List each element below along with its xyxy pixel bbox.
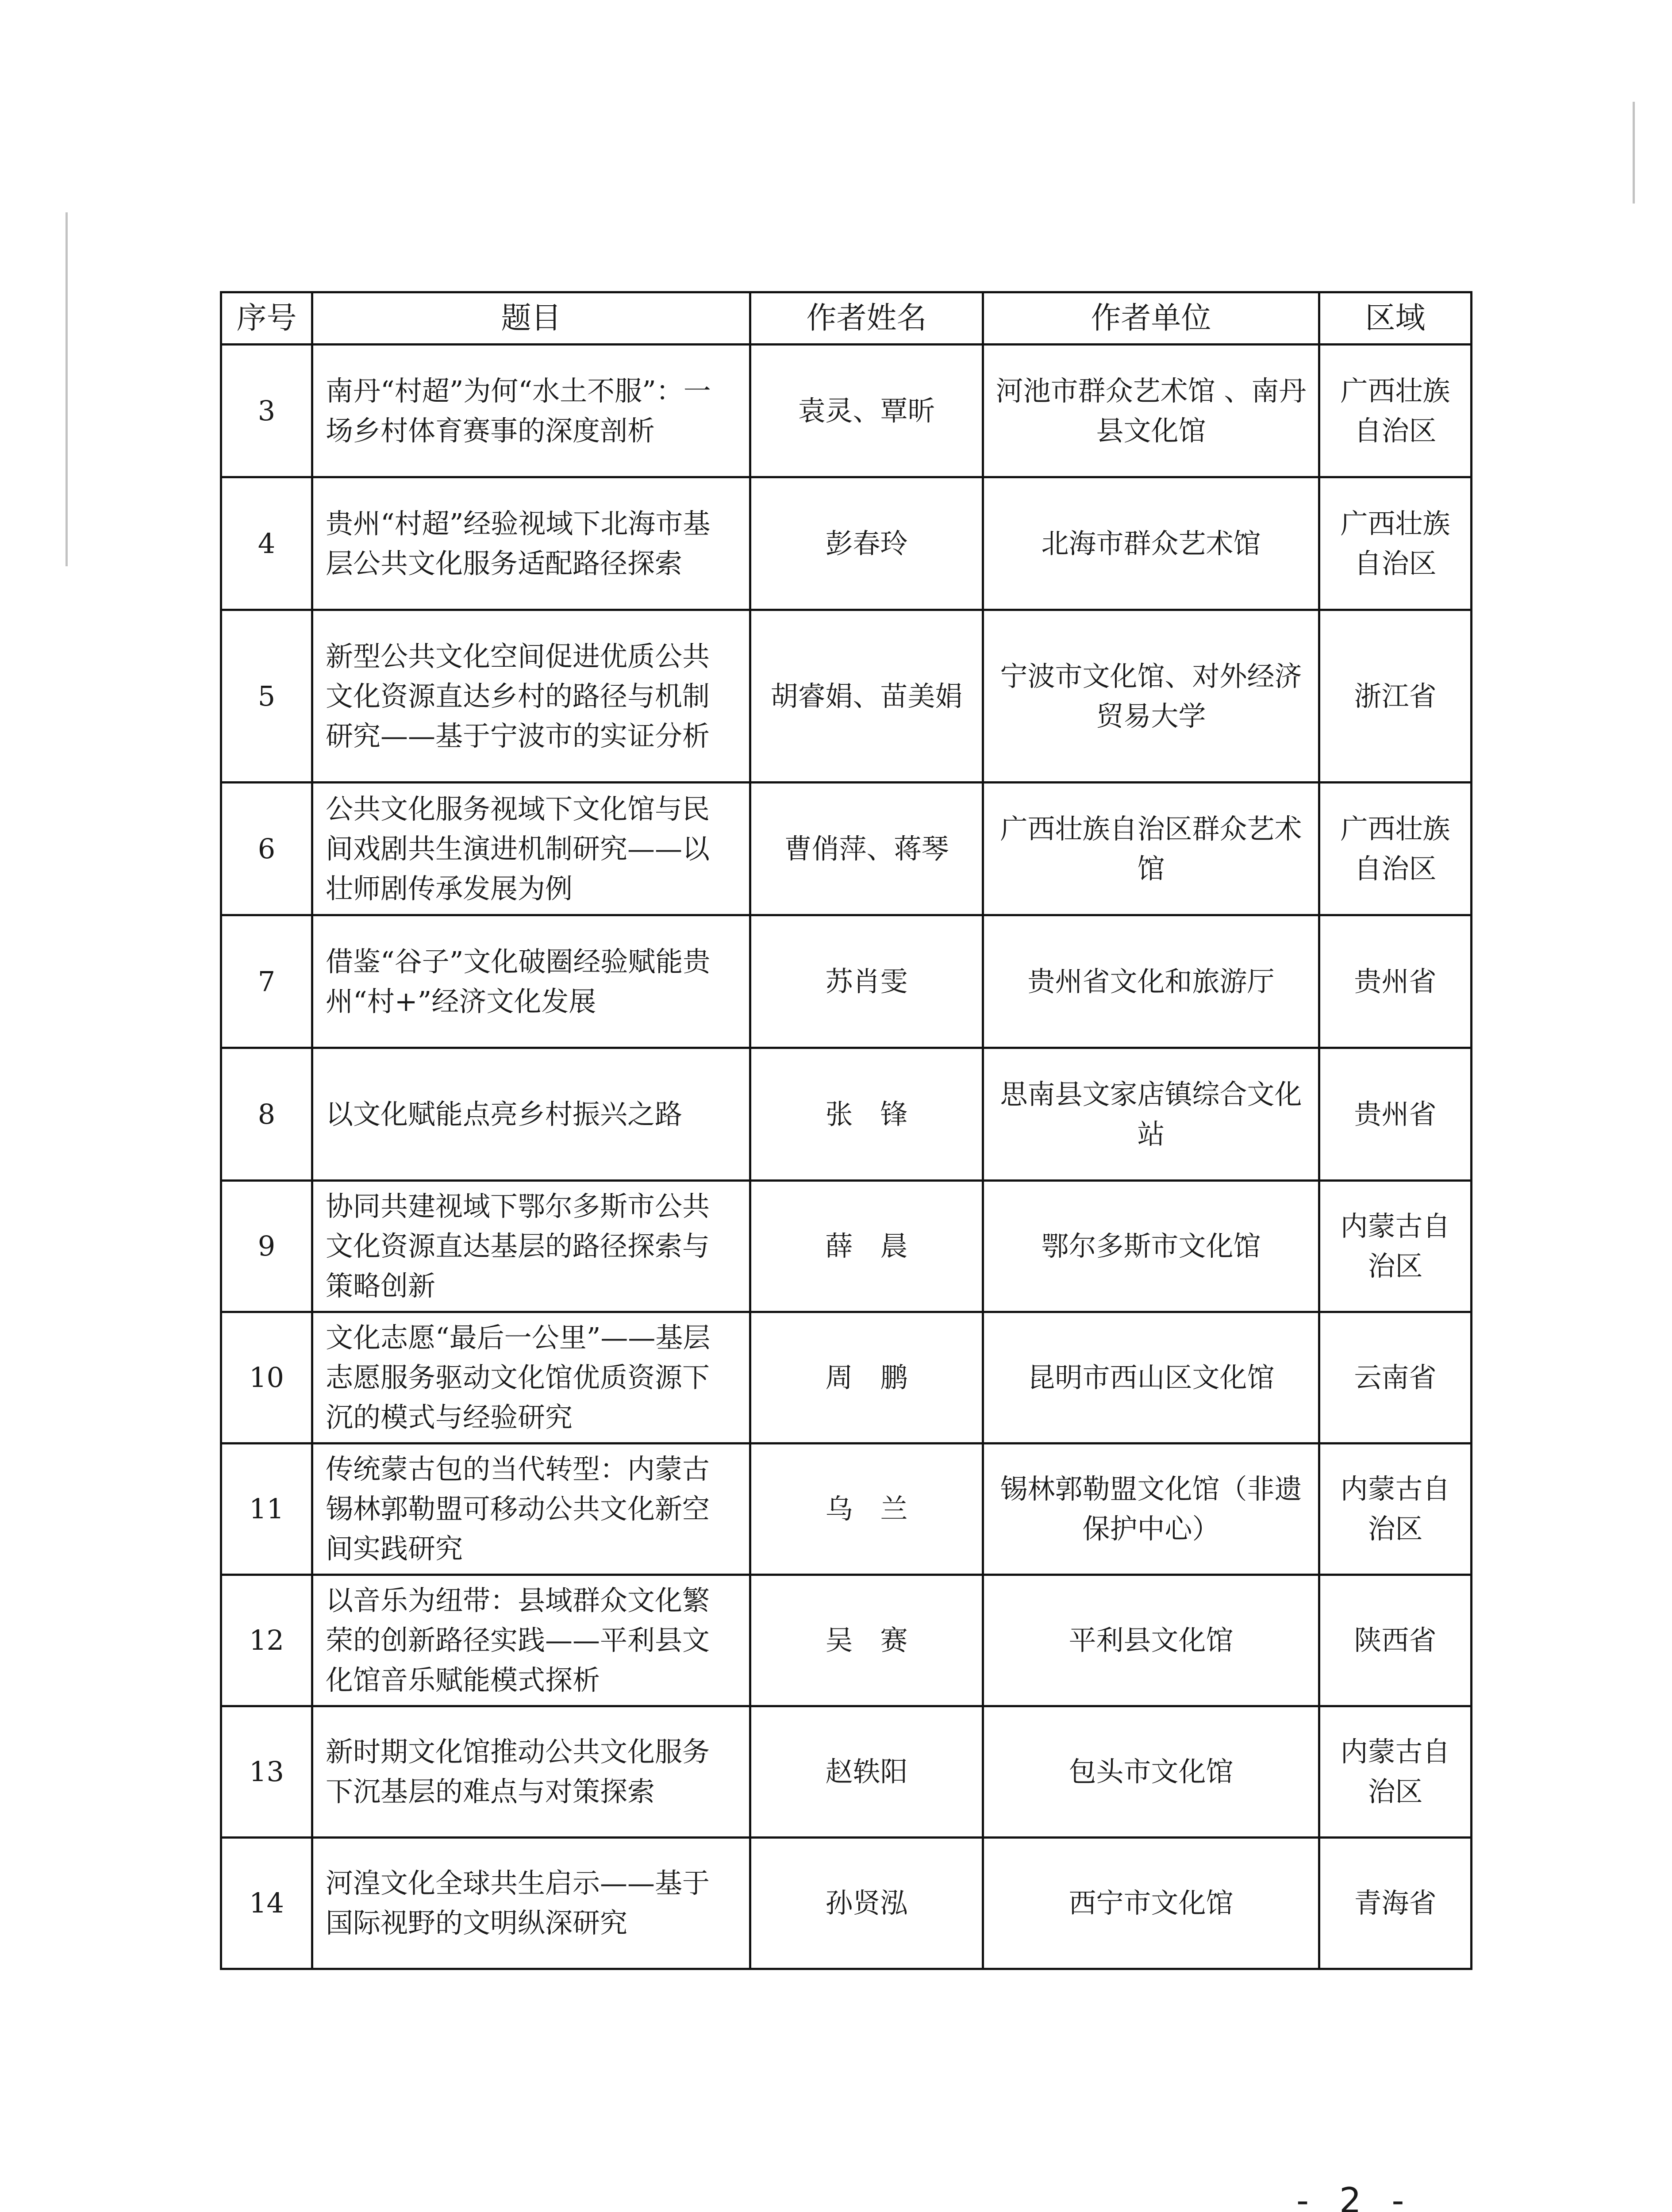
cell-seq: 5 bbox=[221, 610, 312, 783]
table-row bbox=[221, 915, 1472, 1048]
table-row bbox=[221, 1706, 1472, 1838]
cell-author: 苏肖雯 bbox=[750, 915, 983, 1048]
cell-region: 广西壮族自治区 bbox=[1319, 345, 1472, 477]
table-row bbox=[221, 1312, 1472, 1444]
header-region: 区域 bbox=[1319, 292, 1472, 345]
cell-seq: 12 bbox=[221, 1575, 312, 1706]
cell-unit: 广西壮族自治区群众艺术馆 bbox=[983, 783, 1319, 915]
cell-region: 广西壮族自治区 bbox=[1319, 477, 1472, 610]
scan-edge-mark-right bbox=[1633, 102, 1635, 204]
cell-region: 青海省 bbox=[1319, 1838, 1472, 1969]
table-row bbox=[221, 1444, 1472, 1575]
cell-seq: 11 bbox=[221, 1444, 312, 1575]
table-row bbox=[221, 1181, 1472, 1312]
cell-region: 广西壮族自治区 bbox=[1319, 783, 1472, 915]
cell-unit: 河池市群众艺术馆 、南丹县文化馆 bbox=[983, 345, 1319, 477]
table-row bbox=[221, 1838, 1472, 1969]
cell-region: 陕西省 bbox=[1319, 1575, 1472, 1706]
table-row bbox=[221, 1048, 1472, 1181]
cell-region: 贵州省 bbox=[1319, 915, 1472, 1048]
cell-title: 传统蒙古包的当代转型：内蒙古锡林郭勒盟可移动公共文化新空间实践研究 bbox=[312, 1444, 750, 1575]
cell-unit: 锡林郭勒盟文化馆（非遗保护中心） bbox=[983, 1444, 1319, 1575]
cell-unit: 贵州省文化和旅游厅 bbox=[983, 915, 1319, 1048]
table-row bbox=[221, 783, 1472, 915]
cell-region: 内蒙古自治区 bbox=[1319, 1181, 1472, 1312]
header-title: 题目 bbox=[312, 292, 750, 345]
cell-author: 赵轶阳 bbox=[750, 1706, 983, 1838]
header-author: 作者姓名 bbox=[750, 292, 983, 345]
cell-region: 内蒙古自治区 bbox=[1319, 1444, 1472, 1575]
header-unit: 作者单位 bbox=[983, 292, 1319, 345]
cell-seq: 6 bbox=[221, 783, 312, 915]
table-row bbox=[221, 1575, 1472, 1706]
cell-title: 公共文化服务视域下文化馆与民间戏剧共生演进机制研究——以壮师剧传承发展为例 bbox=[312, 783, 750, 915]
cell-unit: 平利县文化馆 bbox=[983, 1575, 1319, 1706]
cell-seq: 4 bbox=[221, 477, 312, 610]
cell-region: 云南省 bbox=[1319, 1312, 1472, 1444]
cell-seq: 9 bbox=[221, 1181, 312, 1312]
cell-seq: 14 bbox=[221, 1838, 312, 1969]
cell-title: 借鉴“谷子”文化破圈经验赋能贵州“村+”经济文化发展 bbox=[312, 915, 750, 1048]
cell-author: 薛 晨 bbox=[750, 1181, 983, 1312]
cell-seq: 8 bbox=[221, 1048, 312, 1181]
cell-unit: 包头市文化馆 bbox=[983, 1706, 1319, 1838]
cell-region: 浙江省 bbox=[1319, 610, 1472, 783]
cell-seq: 7 bbox=[221, 915, 312, 1048]
table-row bbox=[221, 345, 1472, 477]
cell-author: 乌 兰 bbox=[750, 1444, 983, 1575]
table-row bbox=[221, 610, 1472, 783]
cell-title: 南丹“村超”为何“水土不服”：一场乡村体育赛事的深度剖析 bbox=[312, 345, 750, 477]
table-row bbox=[221, 477, 1472, 610]
scan-edge-mark-left bbox=[65, 212, 68, 566]
cell-unit: 鄂尔多斯市文化馆 bbox=[983, 1181, 1319, 1312]
page-number: - 2 - bbox=[1296, 2181, 1414, 2212]
cell-author: 周 鹏 bbox=[750, 1312, 983, 1444]
cell-title: 以音乐为纽带：县域群众文化繁荣的创新路径实践——平利县文化馆音乐赋能模式探析 bbox=[312, 1575, 750, 1706]
cell-unit: 西宁市文化馆 bbox=[983, 1838, 1319, 1969]
cell-title: 贵州“村超”经验视域下北海市基层公共文化服务适配路径探索 bbox=[312, 477, 750, 610]
cell-region: 内蒙古自治区 bbox=[1319, 1706, 1472, 1838]
cell-author: 张 锋 bbox=[750, 1048, 983, 1181]
cell-author: 曹俏萍、蒋琴 bbox=[750, 783, 983, 915]
cell-title: 新型公共文化空间促进优质公共文化资源直达乡村的路径与机制研究——基于宁波市的实证分析 bbox=[312, 610, 750, 783]
cell-title: 河湟文化全球共生启示——基于国际视野的文明纵深研究 bbox=[312, 1838, 750, 1969]
cell-title: 文化志愿“最后一公里”——基层志愿服务驱动文化馆优质资源下沉的模式与经验研究 bbox=[312, 1312, 750, 1444]
cell-seq: 3 bbox=[221, 345, 312, 477]
table-header-row bbox=[221, 292, 1472, 345]
cell-title: 以文化赋能点亮乡村振兴之路 bbox=[312, 1048, 750, 1181]
cell-author: 胡睿娟、苗美娟 bbox=[750, 610, 983, 783]
header-seq: 序号 bbox=[221, 292, 312, 345]
cell-unit: 思南县文家店镇综合文化站 bbox=[983, 1048, 1319, 1181]
cell-author: 彭春玲 bbox=[750, 477, 983, 610]
cell-unit: 宁波市文化馆、对外经济贸易大学 bbox=[983, 610, 1319, 783]
cell-unit: 昆明市西山区文化馆 bbox=[983, 1312, 1319, 1444]
cell-seq: 13 bbox=[221, 1706, 312, 1838]
cell-seq: 10 bbox=[221, 1312, 312, 1444]
cell-author: 吴 赛 bbox=[750, 1575, 983, 1706]
cell-author: 孙贤泓 bbox=[750, 1838, 983, 1969]
award-list-table bbox=[220, 291, 1472, 1970]
cell-region: 贵州省 bbox=[1319, 1048, 1472, 1181]
cell-title: 新时期文化馆推动公共文化服务下沉基层的难点与对策探索 bbox=[312, 1706, 750, 1838]
cell-unit: 北海市群众艺术馆 bbox=[983, 477, 1319, 610]
cell-author: 袁灵、覃昕 bbox=[750, 345, 983, 477]
cell-title: 协同共建视域下鄂尔多斯市公共文化资源直达基层的路径探索与策略创新 bbox=[312, 1181, 750, 1312]
